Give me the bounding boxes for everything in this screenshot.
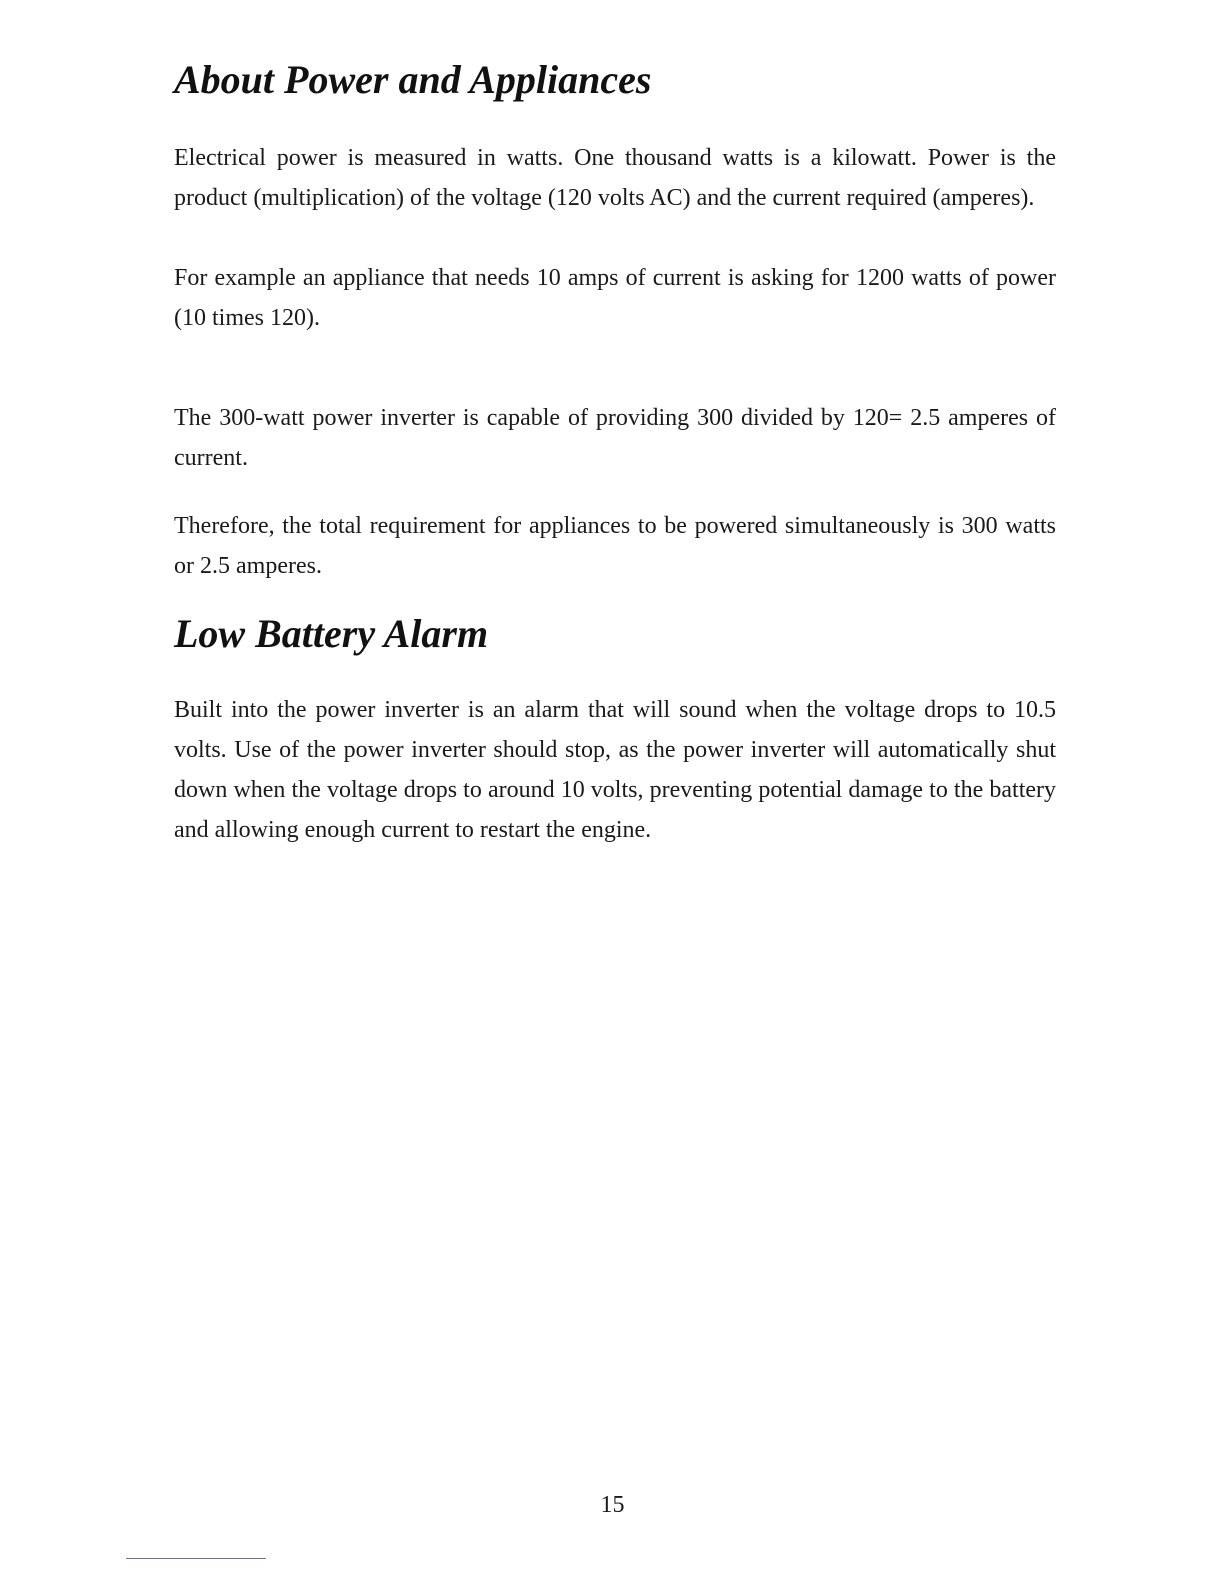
page-number: 15 bbox=[600, 1492, 625, 1518]
paragraph-inverter-capacity: The 300-watt power inverter is capable of providing 300 divided by 120= 2.5 amperes of current. bbox=[174, 405, 1056, 471]
section-heading-about-power: About Power and Appliances bbox=[174, 57, 652, 102]
paragraph-power-definition: Electrical power is measured in watts. One thousand watts is a kilowatt. Power is the product (multiplication) of the voltage (120 volts AC) and the current required (amperes). bbox=[174, 145, 1056, 211]
paragraph-low-battery-alarm: Built into the power inverter is an alarm that will sound when the voltage drops to 10.5 volts. Use of the power inverter should stop, as the power inverter will automatically shut down when the voltage drops to around 10 volts, preventing potential damage to the battery and allowing enough current to restart the engine. bbox=[174, 697, 1056, 843]
footer-rule bbox=[126, 1558, 266, 1559]
paragraph-total-requirement: Therefore, the total requirement for appliances to be powered simultaneously is 300 watts or 2.5 amperes. bbox=[174, 513, 1056, 579]
section-heading-low-battery-alarm: Low Battery Alarm bbox=[174, 611, 489, 656]
paragraph-example: For example an appliance that needs 10 amps of current is asking for 1200 watts of power (10 times 120). bbox=[174, 265, 1056, 331]
